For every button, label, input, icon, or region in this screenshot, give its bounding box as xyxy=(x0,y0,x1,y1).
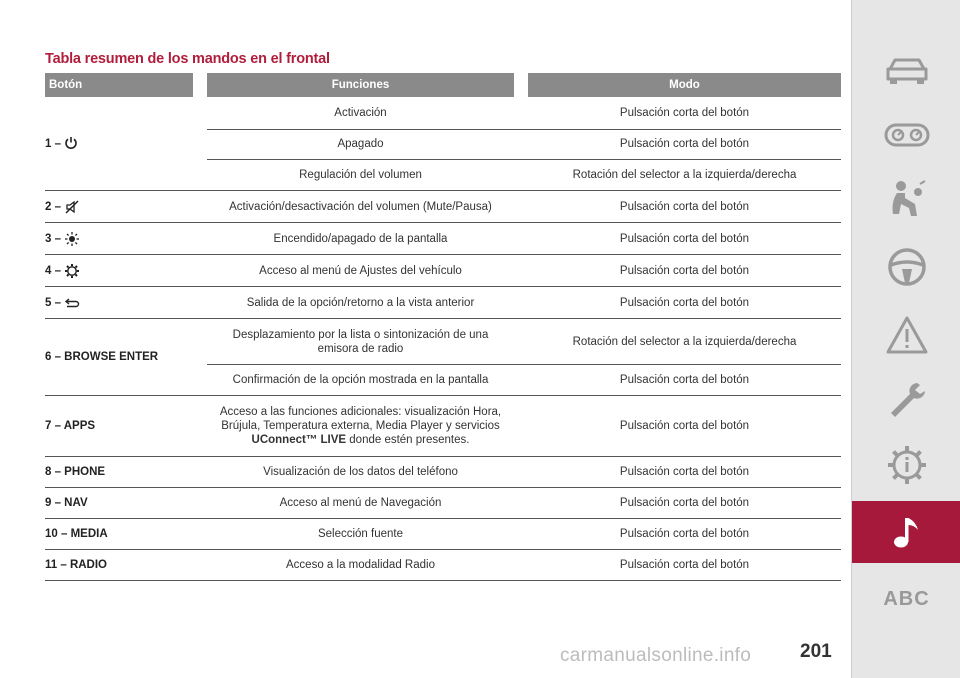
button-label-7 xyxy=(45,396,205,456)
button-number: 11 – RADIO xyxy=(45,559,107,571)
info-gear-icon[interactable] xyxy=(852,440,960,490)
button-label-9 xyxy=(45,488,205,518)
func-bold: UConnect™ LIVE xyxy=(251,434,347,446)
modo-cell: Rotación del selector a la izquierda/derecha xyxy=(572,335,797,348)
button-label-8 xyxy=(45,457,205,487)
button-number: 4 – xyxy=(45,264,61,277)
button-number: 8 – PHONE xyxy=(45,466,106,478)
button-number: 7 – APPS xyxy=(45,420,96,432)
func-cell: Activación/desactivación del volumen (Mute/Pausa) xyxy=(229,200,492,213)
modo-cell: Pulsación corta del botón xyxy=(619,373,750,386)
button-label-1 xyxy=(45,97,205,190)
func-line: Brújula, Temperatura externa, Media Player y servicios xyxy=(221,420,500,432)
page-title: Tabla resumen de los mandos en el frontal xyxy=(45,51,330,67)
modo-cell: Pulsación corta del botón xyxy=(619,497,750,509)
header-modo: Modo xyxy=(528,73,841,97)
modo-cell: Pulsación corta del botón xyxy=(619,232,750,245)
func-cell: Acceso al menú de Navegación xyxy=(279,497,442,509)
button-number: 6 – BROWSE ENTER xyxy=(45,351,159,363)
power-icon xyxy=(64,136,80,152)
button-number: 10 – MEDIA xyxy=(45,528,108,540)
seat-airbag-icon[interactable] xyxy=(852,175,960,225)
button-label-11 xyxy=(45,550,205,580)
modo-cell: Pulsación corta del botón xyxy=(619,107,750,119)
abc-index-link[interactable] xyxy=(852,585,960,613)
car-icon[interactable] xyxy=(852,45,960,95)
display-brightness-icon xyxy=(64,231,80,247)
dashboard-gauges-icon[interactable] xyxy=(852,110,960,160)
modo-cell: Pulsación corta del botón xyxy=(619,559,750,571)
func-cell: Regulación del volumen xyxy=(299,168,422,181)
button-number: 3 – xyxy=(45,232,61,245)
modo-cell: Rotación del selector a la izquierda/derecha xyxy=(572,168,797,181)
vehicle-settings-icon xyxy=(64,263,80,279)
music-note-icon[interactable] xyxy=(852,501,960,563)
button-number: 9 – NAV xyxy=(45,497,88,509)
func-cell: Visualización de los datos del teléfono xyxy=(263,466,458,478)
modo-cell: Pulsación corta del botón xyxy=(619,200,750,213)
page-number: 201 xyxy=(800,641,832,662)
button-label-6 xyxy=(45,319,205,395)
warning-triangle-icon[interactable] xyxy=(852,310,960,360)
modo-cell: Pulsación corta del botón xyxy=(619,296,750,309)
modo-cell: Pulsación corta del botón xyxy=(619,466,750,478)
mute-icon xyxy=(64,199,80,215)
func-cell xyxy=(207,396,514,456)
button-label-4 xyxy=(45,255,205,286)
button-number: 2 – xyxy=(45,200,61,213)
func-line xyxy=(252,433,470,447)
button-label-10 xyxy=(45,519,205,549)
watermark: carmanualsonline.info xyxy=(560,645,752,666)
func-tail: donde estén presentes. xyxy=(346,434,470,446)
abc-label: ABC xyxy=(883,587,930,610)
header-boton: Botón xyxy=(45,73,193,97)
func-cell: Confirmación de la opción mostrada en la pantalla xyxy=(232,373,489,386)
button-label-3 xyxy=(45,223,205,254)
wrench-icon[interactable] xyxy=(852,375,960,425)
modo-cell: Pulsación corta del botón xyxy=(619,528,750,540)
row-divider xyxy=(45,580,841,581)
modo-cell: Pulsación corta del botón xyxy=(619,138,750,150)
func-cell: Encendido/apagado de la pantalla xyxy=(273,232,448,245)
modo-cell: Pulsación corta del botón xyxy=(619,264,750,277)
steering-wheel-icon[interactable] xyxy=(852,242,960,292)
header-funciones: Funciones xyxy=(207,73,514,97)
func-line: emisora de radio xyxy=(317,342,404,355)
button-number: 5 – xyxy=(45,296,61,309)
func-cell: Activación xyxy=(334,107,387,119)
func-cell: Salida de la opción/retorno a la vista anterior xyxy=(246,296,475,309)
func-cell: Apagado xyxy=(337,138,384,150)
button-number: 1 – xyxy=(45,137,61,150)
table-header xyxy=(45,73,841,97)
func-line: Desplazamiento por la lista o sintonización de una xyxy=(232,328,489,341)
func-cell: Acceso a la modalidad Radio xyxy=(286,559,435,571)
button-label-5 xyxy=(45,287,205,318)
func-cell: Acceso al menú de Ajustes del vehículo xyxy=(259,264,462,277)
modo-cell: Pulsación corta del botón xyxy=(619,420,750,432)
func-cell xyxy=(207,319,514,364)
back-icon xyxy=(64,295,80,311)
func-cell: Selección fuente xyxy=(317,528,404,540)
func-line: Acceso a las funciones adicionales: visualización Hora, xyxy=(219,406,502,418)
chapter-sidebar xyxy=(851,0,960,678)
button-label-2 xyxy=(45,191,205,222)
